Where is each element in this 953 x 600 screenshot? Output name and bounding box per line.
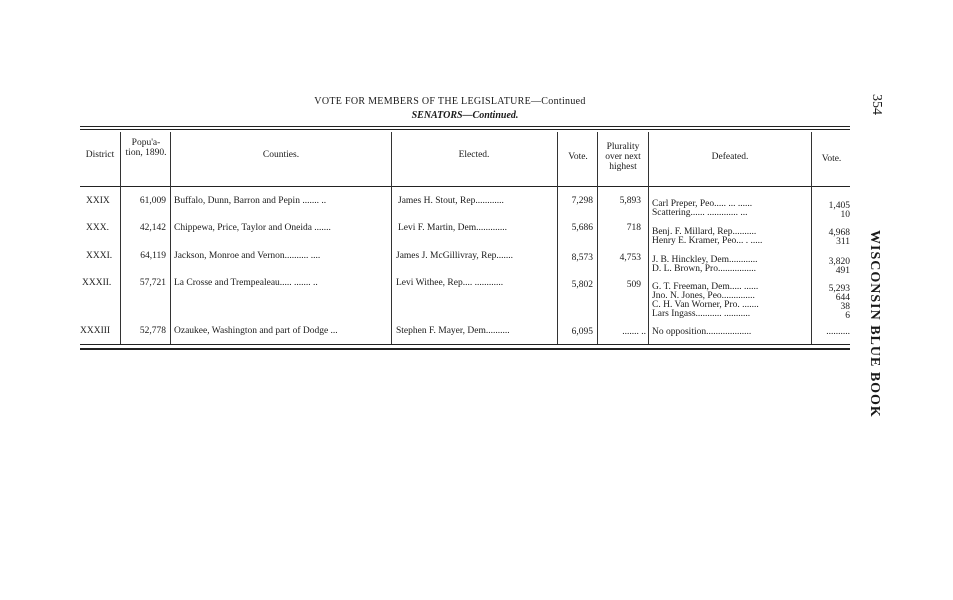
table-row-defeated-vote: 1,405: [828, 201, 850, 211]
table-row-district: XXIX: [86, 196, 110, 206]
table-row-defeated: Benj. F. Millard, Rep..........: [652, 227, 757, 237]
table-row-defeated-vote: 3,820: [828, 257, 850, 267]
table-row-district: XXXIII: [80, 326, 111, 336]
column-divider: [811, 132, 812, 344]
table-row-district: XXXI.: [86, 251, 113, 261]
header-district: District: [85, 150, 115, 160]
table-row-defeated: Henry E. Kramer, Peo... . .....: [652, 236, 763, 246]
table-row-vote: 8,573: [571, 253, 593, 263]
column-divider: [391, 132, 392, 344]
table-rule: [80, 348, 850, 350]
table-row-defeated: G. T. Freeman, Dem..... ......: [652, 282, 759, 292]
table-row-population: 64,119: [140, 251, 166, 261]
table-row-defeated-vote: 10: [840, 210, 850, 220]
header-elected: Elected.: [458, 150, 490, 160]
table-row-defeated: C. H. Van Worner, Pro. .......: [652, 300, 759, 310]
table-row-defeated: Scattering...... ............. ...: [652, 208, 748, 218]
table-row-counties: Buffalo, Dunn, Barron and Pepin ....... ..: [174, 196, 327, 206]
column-divider: [170, 132, 171, 344]
table-row-population: 42,142: [139, 223, 166, 233]
table-row-elected: Levi F. Martin, Dem.............: [398, 223, 508, 233]
table-row-plurality: 718: [626, 223, 641, 233]
table-row-defeated: J. B. Hinckley, Dem............: [652, 255, 758, 265]
table-row-defeated-vote: 311: [836, 237, 850, 247]
table-row-defeated-vote: 5,293: [828, 284, 850, 294]
table-row-plurality: 4,753: [619, 253, 641, 263]
table-row-defeated: Carl Preper, Peo..... ... ......: [652, 199, 753, 209]
column-divider: [557, 132, 558, 344]
table-row-defeated-vote: 491: [835, 266, 850, 276]
page-subtitle: SENATORS—Continued.: [411, 110, 519, 121]
table-row-plurality: 509: [626, 280, 641, 290]
table-rule: [80, 129, 850, 130]
table-row-counties: Jackson, Monroe and Vernon.......... ....: [174, 251, 321, 261]
column-divider: [648, 132, 649, 344]
table-row-elected: James J. McGillivray, Rep.......: [396, 251, 514, 261]
table-row-elected: Levi Withee, Rep.... ............: [396, 278, 504, 288]
table-row-counties: Ozaukee, Washington and part of Dodge ...: [174, 326, 338, 336]
header-rule: [80, 186, 850, 187]
table-rule: [80, 344, 850, 345]
header-defeated: Defeated.: [711, 152, 749, 162]
table-row-counties: La Crosse and Trempealeau..... ....... ..: [174, 278, 318, 288]
table-row-district: XXX.: [86, 223, 109, 233]
table-row-defeated: Lars Ingass........... ...........: [652, 309, 751, 319]
table-row-plurality: ....... ..: [622, 327, 646, 337]
page-title: VOTE FOR MEMBERS OF THE LEGISLATURE—Continued: [314, 96, 586, 107]
table-row-defeated-vote: 644: [835, 293, 850, 303]
senators-vote-table: [80, 126, 850, 354]
table-row-vote: 5,686: [571, 223, 593, 233]
table-row-defeated-vote: 4,968: [828, 228, 850, 238]
column-divider: [120, 132, 121, 344]
table-row-vote: 5,802: [571, 280, 593, 290]
table-row-plurality: 5,893: [619, 196, 641, 206]
table-row-elected: Stephen F. Mayer, Dem..........: [396, 326, 510, 336]
table-row-vote: 6,095: [571, 327, 593, 337]
header-defeated-vote: Vote.: [821, 154, 842, 164]
header-population: Popu'a-tion, 1890.: [125, 138, 167, 158]
table-row-defeated: D. L. Brown, Pro................: [652, 264, 756, 274]
table-row-population: 57,721: [139, 278, 166, 288]
table-row-population: 52,778: [139, 326, 166, 336]
table-row-defeated: Jno. N. Jones, Peo..............: [652, 291, 755, 301]
table-row-vote: 7,298: [571, 196, 593, 206]
header-plurality: Plurality over next highest: [605, 142, 641, 172]
page-number: 354: [869, 94, 884, 115]
table-row-defeated-vote: ..........: [826, 327, 850, 337]
header-vote: Vote.: [568, 152, 588, 162]
header-counties: Counties.: [262, 150, 300, 160]
table-row-counties: Chippewa, Price, Taylor and Oneida .......: [174, 223, 331, 233]
table-row-defeated: No opposition...................: [652, 327, 752, 337]
table-rule: [80, 126, 850, 127]
table-row-district: XXXII.: [82, 278, 112, 288]
table-row-elected: James H. Stout, Rep............: [398, 196, 504, 206]
table-row-population: 61,009: [139, 196, 166, 206]
table-row-defeated-vote: 38: [840, 302, 850, 312]
table-row-defeated-vote: 6: [845, 311, 850, 321]
running-head: WISCONSIN BLUE BOOK: [867, 230, 882, 418]
